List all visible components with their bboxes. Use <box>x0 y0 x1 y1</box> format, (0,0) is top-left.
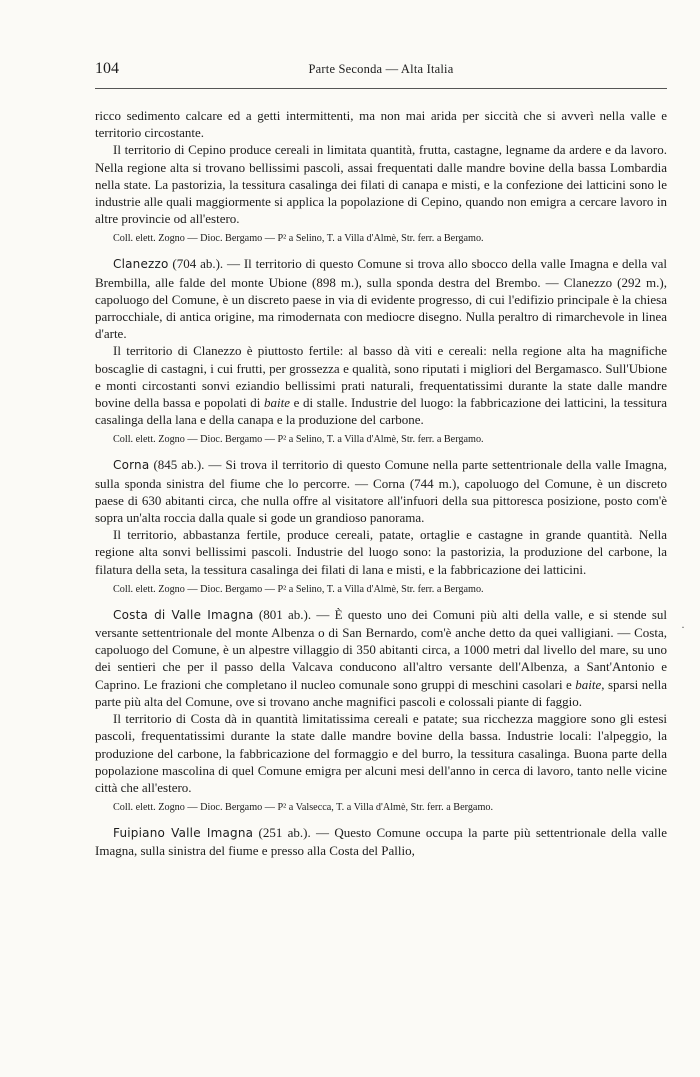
entry-clanezzo <box>95 255 667 342</box>
entry-text: , sparsi nella parte più alta del Comune, ove si trovano anche magnifici pascoli e colossali piante di faggio. <box>95 676 667 709</box>
header-rule <box>95 88 667 89</box>
entry-fuipiano <box>95 824 667 859</box>
paragraph: Il territorio di Costa dà in quantità limitatissima cereali e patate; sua ricchezza maggiore sono gli estesi pascoli, frequentatissimi durante la state dalle mandre bovine della bassa. Industrie locali: l'alpeggio, la produzione del carbone, la fabbricazione del formaggio e del burro, la tessitura casalinga. Buona parte della popolazione mascolina di quel Comune emigra per alcuni mesi dell'anno in cerca di lavoro, tanto nelle vicine città che all'estero. <box>95 711 667 795</box>
page-number: 104 <box>95 60 119 77</box>
page-header <box>95 60 667 82</box>
entry-text: (704 ab.). — Il territorio di questo Comune si trova allo sbocco della valle Imagna e della val Brembilla, alle falde del monte Ubione (898 m.), sulla sponda destra del Brembo. — Clanezzo (292 m.), capoluogo del Comune, è un discreto paese in via di evidente progresso, di cui l'edifizio principale è la chiesa parrocchiale, di antica origine, ma rimodernata con mediocre disegno. Nulla peraltro di rimarchevole in linea d'arte. <box>95 256 667 342</box>
entry-title: Fuipiano Valle Imagna <box>113 826 254 841</box>
entry-title: Clanezzo <box>113 257 169 272</box>
entry-title: Corna <box>113 458 150 473</box>
italic-term: baite <box>264 395 291 411</box>
entry-text: (251 ab.). — Questo Comune occupa la parte più settentrionale della valle Imagna, sulla sinistra del fiume e presso alla Costa del Pallio, <box>95 825 667 859</box>
electoral-info: Coll. elett. Zogno — Dioc. Bergamo — P² a Selino, T. a Villa d'Almè, Str. ferr. a Bergamo. <box>113 583 484 595</box>
entry-text: (801 ab.). — È questo uno dei Comuni più alti della valle, e si stende sul versante settentrionale del monte Albenza o di San Bernardo, com'è anche detto da quei valligiani. — Costa, capoluogo del Comune, è un alpestre villaggio di 350 abitanti circa, a 1000 metri dal livello del mare, su uno dei sentieri che per il passo della Valcava conducono all'altro versante dell'Albenza, a Sant'Antonio e Caprino. Le frazioni che completano il nucleo comunale sono gruppi di meschini casolari e <box>95 606 668 692</box>
text-span: Il territorio di Clanezzo è piuttosto fertile: al basso dà viti e cereali: nella regione alta ha magnifiche boscaglie di castagni, i cui frutti, per grossezza e qualità, sono riputati i migliori del Bergamasco. Sull'Ubione e monti circostanti sonvi eziandio bellissimi prati naturali, frequentatissimi durante la state dalle mandre bovine della bassa e popolati di <box>95 343 667 411</box>
entry-costa <box>95 606 667 710</box>
entry-corna <box>95 456 667 526</box>
electoral-info: Coll. elett. Zogno — Dioc. Bergamo — P² a Selino, T. a Villa d'Almè, Str. ferr. a Bergamo. <box>113 233 484 245</box>
paragraph <box>95 342 667 428</box>
italic-term: baite <box>575 676 602 692</box>
body-text <box>95 107 667 860</box>
paragraph: Il territorio, abbastanza fertile, produce cereali, patate, ortaglie e castagne in grande quantità. Nella regione alta sonvi bellissimi pascoli. Industrie del luogo sono: la pastorizia, la produzione del carbone, la filatura della seta, la tessitura casalinga dei filati di lana e misti, e la fabbricazione dei latticini. <box>95 527 667 577</box>
entry-title: Costa di Valle Imagna <box>113 607 254 622</box>
entry-text: (845 ab.). — Si trova il territorio di questo Comune nella parte settentrionale della valle Imagna, sulla sponda sinistra del fiume che lo percorre. — Corna (744 m.), capoluogo del Comune, è un discreto paese di 630 abitanti circa, che nulla offre al visitatore all'infuori della sua pittoresca posizione, posto com'è sopra un'alta roccia dalla quale si gode un grandioso panorama. <box>95 457 667 526</box>
margin-dot: · <box>681 620 685 634</box>
electoral-info: Coll. elett. Zogno — Dioc. Bergamo — P² a Selino, T. a Villa d'Almè, Str. ferr. a Bergamo. <box>113 434 484 446</box>
paragraph: ricco sedimento calcare ed a getti intermittenti, ma non mai arida per siccità che si avverì nella valle e territorio circostante. <box>95 108 667 141</box>
paragraph: Il territorio di Cepino produce cereali in limitata quantità, frutta, castagne, legname da ardere e da lavoro. Nella regione alta si trovano bellissimi pascoli, assai frequentati dalle mandre bovine della bassa Lombardia nella state. La pastorizia, la tessitura casalinga dei filati di canapa e misti, e la confezione dei latticini sono le industrie alle quali maggiormente si applica la popolazione di Cepino, quando non emigra a cercare lavoro in altre provincie od all'estero. <box>95 142 667 227</box>
electoral-info: Coll. elett. Zogno — Dioc. Bergamo — P² a Valsecca, T. a Villa d'Almè, Str. ferr. a Bergamo. <box>113 802 494 814</box>
text-span: e di stalle. Industrie del luogo: la fabbricazione dei latticini, la tessitura casalinga della lana e della canapa e la produzione del carbone. <box>95 395 667 428</box>
running-title: Parte Seconda — Alta Italia <box>308 62 454 76</box>
